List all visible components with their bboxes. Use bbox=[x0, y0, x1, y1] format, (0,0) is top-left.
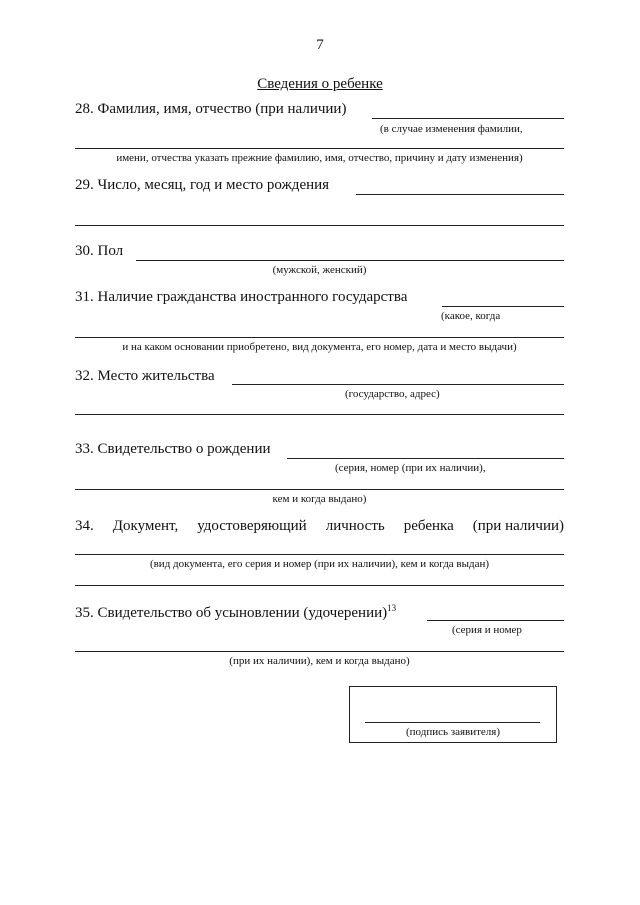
section-title: Сведения о ребенке bbox=[257, 76, 383, 92]
field-28-hint: (в случае изменения фамилии, bbox=[380, 123, 523, 135]
field-33-input-line[interactable] bbox=[287, 458, 564, 459]
field-33-input-line-2[interactable] bbox=[75, 489, 564, 490]
field-33-hint-2: кем и когда выдано) bbox=[272, 493, 367, 505]
field-34-input-line-2[interactable] bbox=[75, 585, 564, 586]
field-34-hint: (вид документа, его серия и номер (при их наличии), кем и когда выдан) bbox=[149, 558, 490, 570]
field-29-input-line[interactable] bbox=[356, 194, 564, 195]
footnote-marker: 13 bbox=[387, 603, 397, 613]
field-34-word: 34. bbox=[75, 518, 94, 534]
field-28-hint-2: имени, отчества указать прежние фамилию, имя, отчество, причину и дату изменения) bbox=[116, 152, 523, 164]
field-32-input-line-2[interactable] bbox=[75, 414, 564, 415]
field-35-label bbox=[75, 603, 396, 622]
signature-line[interactable] bbox=[365, 722, 540, 723]
field-34-input-line[interactable] bbox=[75, 554, 564, 555]
field-35-label-text: 35. Свидетельство об усыновлении (удочерении) bbox=[75, 605, 388, 621]
field-32-hint: (государство, адрес) bbox=[345, 388, 440, 400]
field-31-input-line-2[interactable] bbox=[75, 337, 564, 338]
field-33-label: 33. Свидетельство о рождении bbox=[75, 441, 271, 457]
field-28-input-line[interactable] bbox=[372, 118, 564, 119]
field-32-input-line[interactable] bbox=[232, 384, 564, 385]
page-number: 7 bbox=[316, 37, 324, 53]
signature-box bbox=[349, 686, 557, 743]
field-34-word: личность bbox=[325, 518, 385, 534]
field-29-input-line-2[interactable] bbox=[75, 225, 564, 226]
field-31-hint: (какое, когда bbox=[441, 310, 501, 322]
field-35-input-line-2[interactable] bbox=[75, 651, 564, 652]
field-30-label: 30. Пол bbox=[75, 243, 124, 259]
signature-hint: (подпись заявителя) bbox=[405, 726, 501, 738]
field-28-input-line-2[interactable] bbox=[75, 148, 564, 149]
field-31-hint-2: и на каком основании приобретено, вид документа, его номер, дата и место выдачи) bbox=[122, 341, 517, 353]
field-34-word: ребенка bbox=[403, 518, 454, 534]
field-34-word: (при наличии) bbox=[472, 518, 564, 534]
field-35-hint: (серия и номер bbox=[452, 624, 522, 636]
field-31-label: 31. Наличие гражданства иностранного государства bbox=[75, 289, 408, 305]
field-34-word: Документ, bbox=[112, 518, 179, 534]
field-30-input-line[interactable] bbox=[136, 260, 564, 261]
field-31-input-line[interactable] bbox=[442, 306, 564, 307]
field-32-label: 32. Место жительства bbox=[75, 368, 215, 384]
field-35-hint-2: (при их наличии), кем и когда выдано) bbox=[229, 655, 410, 667]
field-35-input-line[interactable] bbox=[427, 620, 564, 621]
field-33-hint: (серия, номер (при их наличии), bbox=[335, 462, 486, 474]
field-28-label: 28. Фамилия, имя, отчество (при наличии) bbox=[75, 101, 347, 117]
field-34-label bbox=[75, 518, 564, 535]
field-34-word: удостоверяющий bbox=[197, 518, 307, 534]
field-29-label: 29. Число, месяц, год и место рождения bbox=[75, 177, 330, 193]
field-30-hint: (мужской, женский) bbox=[272, 264, 367, 276]
